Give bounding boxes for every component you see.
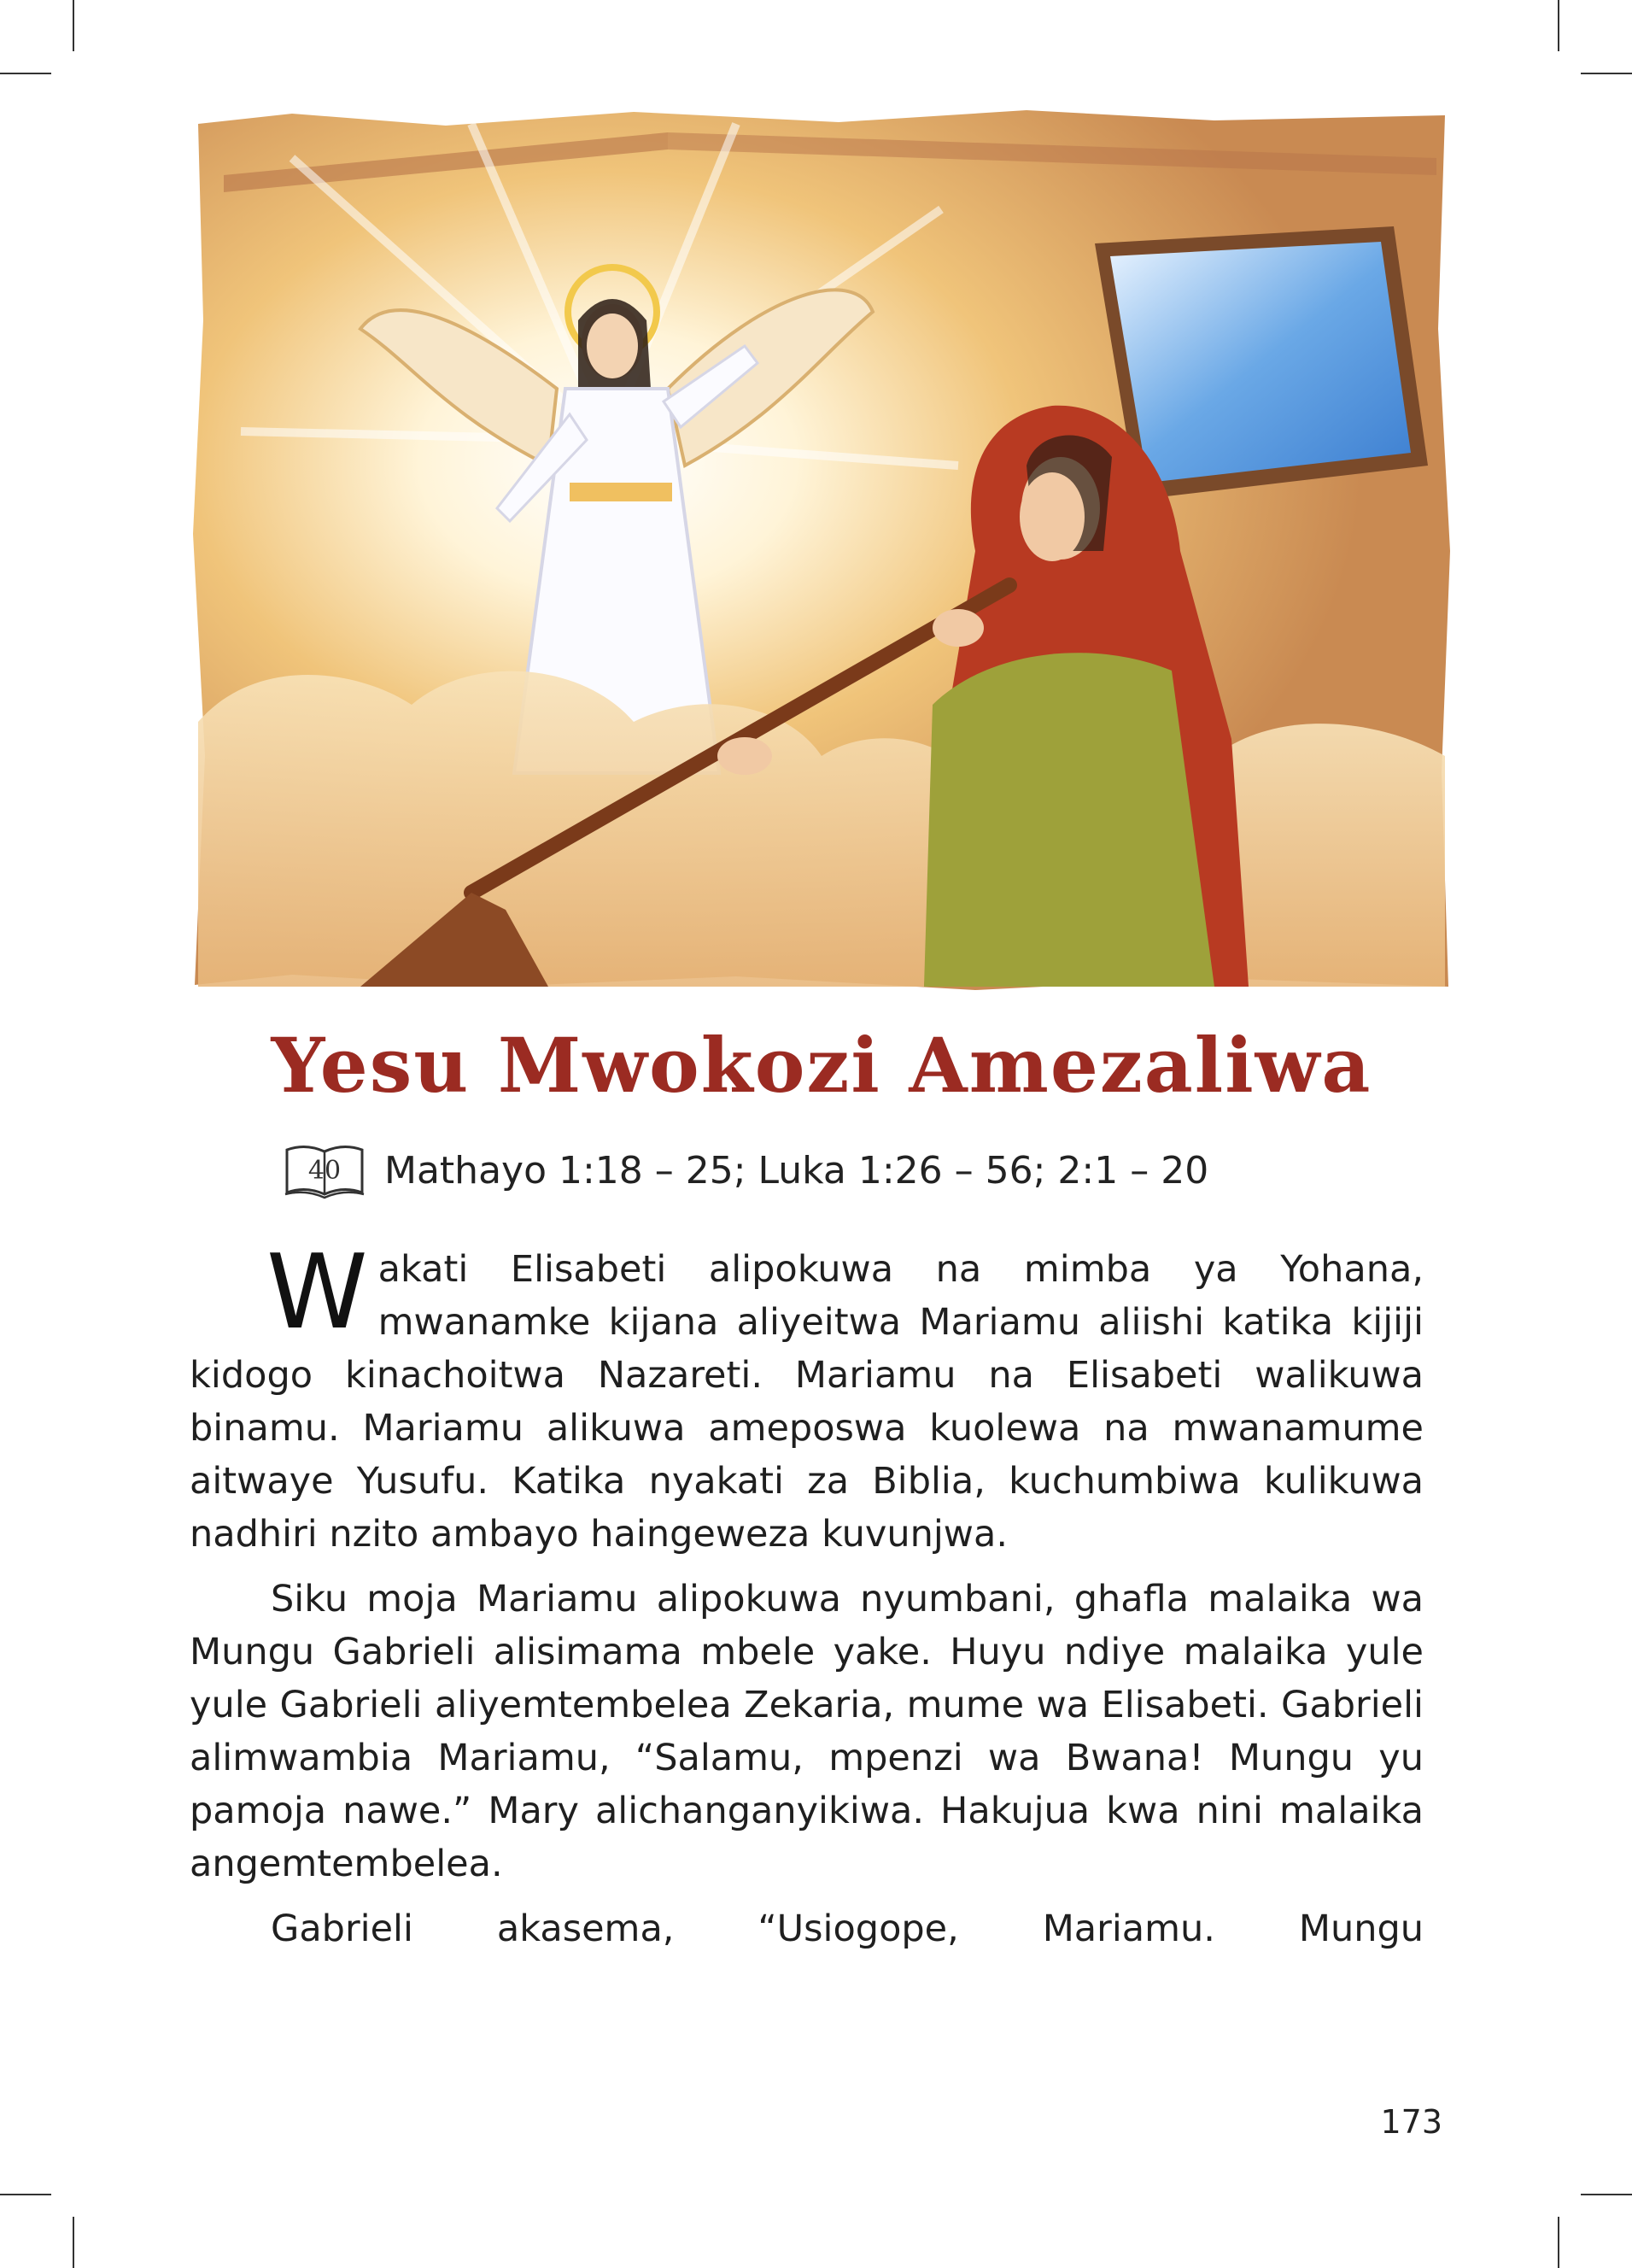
crop-mark: [0, 73, 51, 74]
paragraph-text: Gabrieli akasema, “Usiogope, Mariamu. Mungu: [271, 1908, 1424, 1950]
page-number: 173: [1380, 2103, 1442, 2141]
paragraph-text: akati Elisabeti alipokuwa na mimba ya Yohana, mwanamke kijana aliyeitwa Mariamu aliishi katika kijiji kidogo kinachoitwa Nazareti. Mariamu na Elisabeti walikuwa binamu. Mariamu alikuwa ameposwa kuolewa na mwanamume aitwaye Yusufu. Katika nyakati za Biblia, kuchumbiwa kulikuwa nadhiri nzito ambayo haingeweza kuvunjwa.: [190, 1248, 1424, 1556]
crop-mark: [1581, 2194, 1632, 2195]
crop-mark: [0, 2194, 51, 2195]
paragraph-text: Siku moja Mariamu alipokuwa nyumbani, ghafla malaika wa Mungu Gabrieli alisimama mbele yake. Huyu ndiye malaika yule yule Gabrieli aliyemtembelea Zekaria, mume wa Elisabeti. Gabrieli alimwambia Mariamu, “Salamu, mpenzi wa Bwana! Mungu yu pamoja nawe.” Mary alichanganyikiwa. Hakujua kwa nini malaika angemtembelea.: [190, 1578, 1424, 1885]
story-body: [190, 1234, 1424, 1967]
crop-mark: [73, 2217, 74, 2268]
scripture-reference: [282, 1136, 1307, 1204]
crop-mark: [1581, 73, 1632, 74]
paragraph: [190, 1573, 1424, 1890]
crop-mark: [1558, 0, 1559, 51]
open-bible-icon: [282, 1136, 367, 1204]
story-title: Yesu Mwokozi Amezaliwa: [271, 1021, 1372, 1110]
reference-text: Mathayo 1:18 – 25; Luka 1:26 – 56; 2:1 – 20: [384, 1148, 1209, 1193]
crop-mark: [73, 0, 74, 51]
crop-mark: [1558, 2217, 1559, 2268]
story-illustration: [190, 107, 1454, 995]
drop-cap: W: [266, 1234, 368, 1352]
paragraph: [190, 1902, 1424, 1955]
angel-and-mary-illustration: [190, 107, 1454, 995]
reference-number: 40: [307, 1156, 342, 1186]
paragraph: [190, 1234, 1424, 1561]
